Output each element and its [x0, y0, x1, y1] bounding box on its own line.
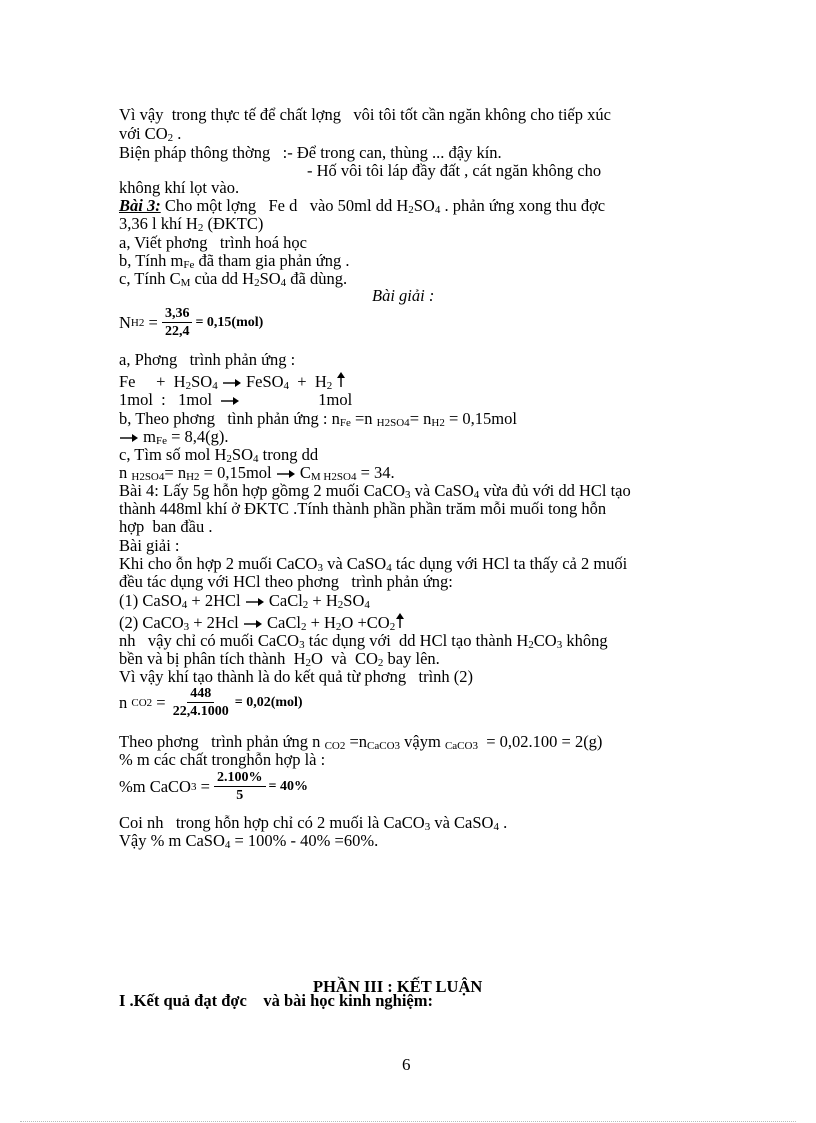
text-line: Coi nh trong hỗn hợp chỉ có 2 muối là CaCO$_3$ và CaSO$_4$ . [119, 813, 508, 833]
text-line: bền và bị phân tích thành $H_2O$ và $CO_2$ bay lên. [119, 649, 440, 669]
equation-line: (1) CaSO$_4$ + 2HCl CaCl$_2$ + $H_2SO_4$ [119, 591, 370, 611]
arrow-right-icon [222, 377, 242, 389]
text-line: nh vậy chỉ có muối CaCO$_3$ tác dụng với dd HCl tạo thành $H_2CO_3$ không [119, 631, 608, 651]
text-line: % m các chất tronghỗn hợp là : [119, 750, 326, 769]
text-line: Khi cho ỗn hợp 2 muối CaCO$_3$ và CaSO$_4$ tác dụng với HCl ta thấy cả 2 muối [119, 554, 628, 574]
arrow-right-icon [243, 618, 263, 630]
text-line: Biện pháp thông thờng :- Để trong can, thùng ... đậy kín. [119, 143, 502, 162]
page-bottom-divider [20, 1121, 796, 1122]
text-line: không khí lọt vào. [119, 178, 240, 197]
text-line: $m_{Fe} = 8,4(g)$. [119, 427, 229, 446]
text-line: 1mol : 1mol 1mol [119, 390, 353, 409]
text-line: n $_{H2SO4}= n_{H2} = 0,15mol$ $C_{M H2SO4} = 34$. [119, 463, 395, 483]
arrow-right-icon [276, 468, 296, 480]
text-line: a, Phơng trình phản ứng : [119, 350, 296, 369]
text-line: Vì vậy khí tạo thành là do kết quả từ phơng trình (2) [119, 667, 474, 686]
subheading: I .Kết quả đạt đợc và bài học kinh nghiệm: [119, 991, 433, 1010]
text-line: c, Tìm số mol $H_2SO_4$ trong dd [119, 445, 319, 465]
arrow-right-icon [220, 395, 240, 407]
text-line: 3,36 l khí $H_2$ (ĐKTC) [119, 214, 264, 234]
text-line: Vì vậy trong thực tế để chất lợng vôi tôi tốt cần ngăn không cho tiếp xúc [119, 105, 611, 124]
text-line: - Hố vôi tôi láp đầy đất , cát ngăn không cho [307, 161, 602, 180]
text-line: a, Viết phơng trình hoá học [119, 233, 307, 252]
text-line: b, Tính $m_{Fe}$ đã tham gia phản ứng . [119, 251, 350, 271]
text-line: Bài giải : [119, 536, 180, 555]
equation-line: (2) CaCO$_3$ + 2Hcl CaCl$_2$ + $H_2O +CO_2$ [119, 613, 405, 632]
section-heading: PHẦN III : KẾT LUẬN [313, 977, 483, 996]
text-line: Theo phơng trình phản ứng n $_{CO2} =n_{CaCO3}$ vậym $_{CaCO3}$ = 0,02.100 = 2(g) [119, 732, 603, 752]
text-line: đều tác dụng với HCl theo phơng trình phản ứng: [119, 572, 453, 591]
arrow-up-icon [336, 372, 346, 388]
text-line: b, Theo phơng tình phản ứng : $n_{Fe} =n$ $_{H2SO4}= n_{H2} = 0,15mol$ [119, 409, 517, 429]
arrow-up-icon [395, 613, 405, 629]
page-number: 6 [402, 1055, 411, 1074]
solution-heading: Bài giải : [372, 286, 435, 305]
formula-nco2: n CO2 = $\frac{448}{22,4.1000}$ = 0,02(mol) [119, 686, 303, 719]
text-line: c, Tính $C_M$ của dd $H_2SO_4$ đã dùng. [119, 269, 348, 289]
text-line: hợp ban đầu . [119, 517, 213, 536]
text-line: với $CO_2$ . [119, 124, 182, 144]
formula-percent-caco3: %m CaCO 3 = $\frac{2.100\%}{5}$ = 40% [119, 770, 309, 803]
text-line: thành 448ml khí ở ĐKTC .Tính thành phần phần trăm mỗi muối tong hỗn [119, 499, 607, 518]
arrow-right-icon [119, 432, 139, 444]
arrow-right-icon [245, 596, 265, 608]
formula-nh2: N H2 = $\frac{3,36}{22,4}$ = 0,15(mol) [119, 306, 264, 339]
exercise-3-line: Bài 3: Cho một lợng Fe d vào 50ml dd $H_2SO_4$ . phản ứng xong thu đợc [119, 196, 606, 216]
exercise-4-line: Bài 4: Lấy 5g hỗn hợp gồmg 2 muối CaCO$_3$ và CaSO$_4$ vừa đủ với dd HCl tạo [119, 481, 631, 501]
equation-line: Fe + $H_2SO_4$ FeSO$_4$ + $H_2$ [119, 372, 346, 391]
text-line: Vậy % m CaSO$_4$ = 100% - 40% =60%. [119, 831, 379, 851]
